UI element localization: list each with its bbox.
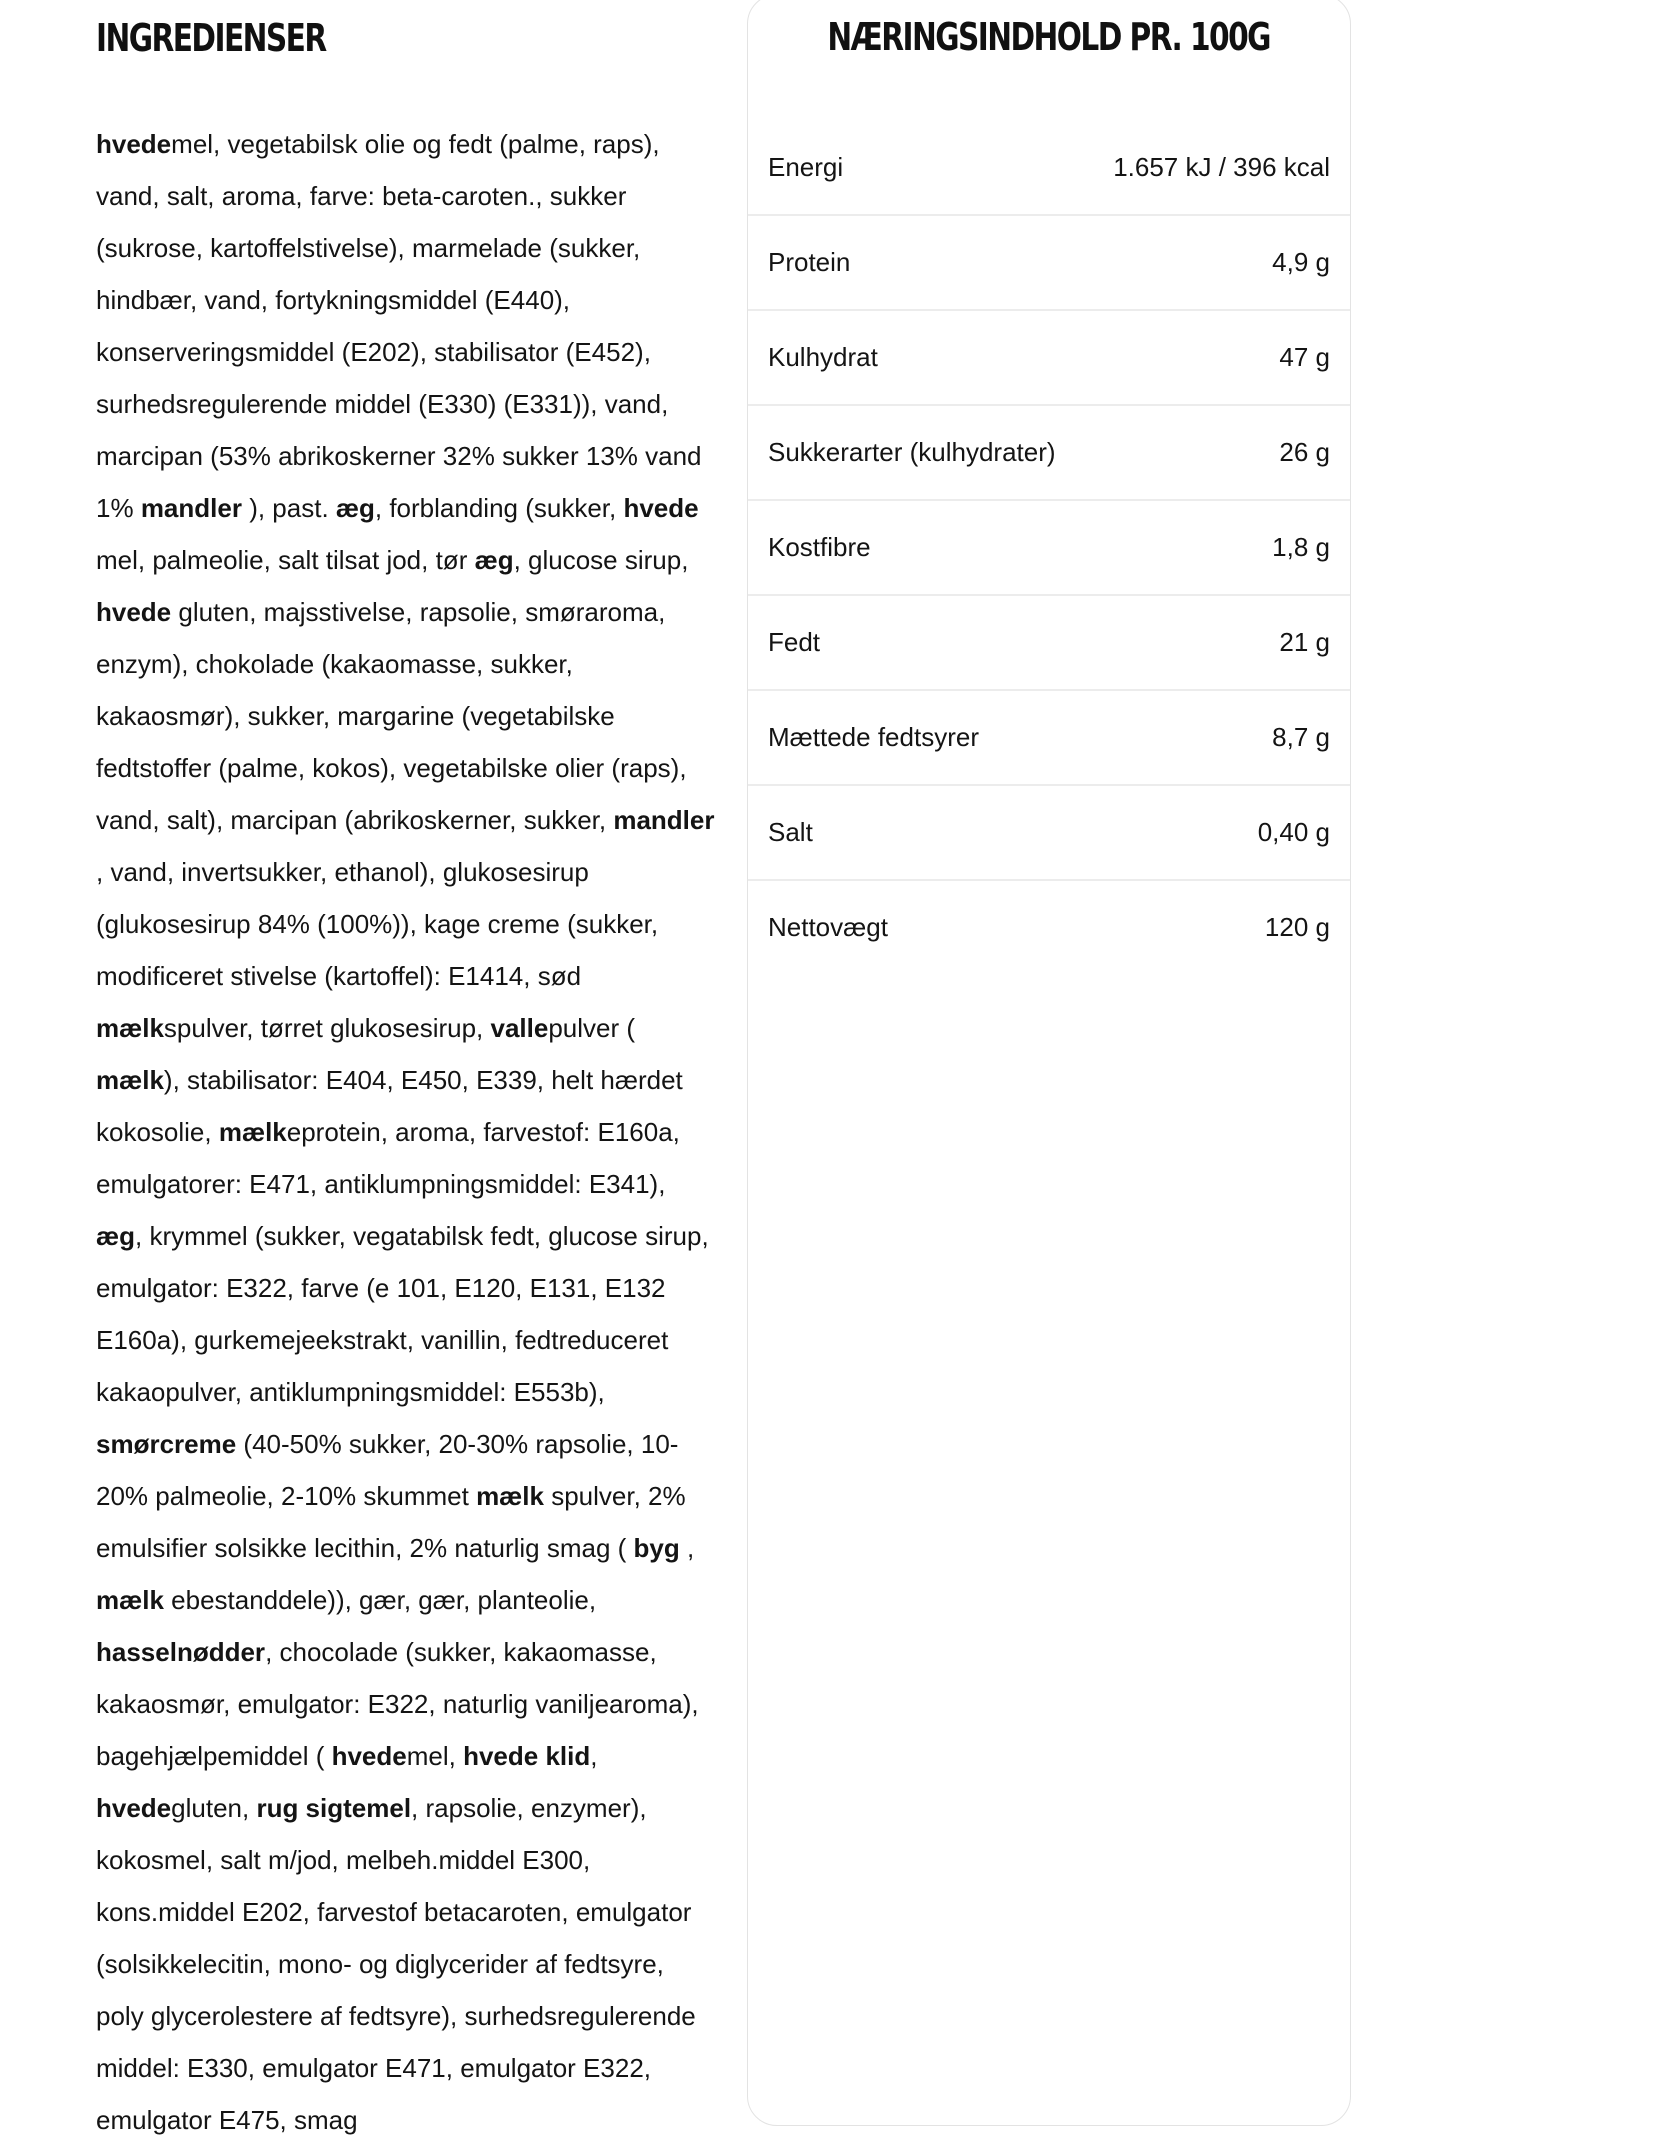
nutrient-label: Energi xyxy=(768,152,844,182)
nutrient-value: 47 g xyxy=(1279,342,1330,372)
ingredients-title: INGREDIENSER xyxy=(96,16,326,60)
nutrition-row xyxy=(748,786,1350,881)
nutrition-card xyxy=(747,0,1351,2126)
allergen-highlight: byg xyxy=(633,1533,680,1563)
nutrition-row xyxy=(748,691,1350,786)
ingredient-text: , chocolade (sukker, kakaomasse, kakaosmør, emulgator: E322, naturlig vaniljearoma), bagehjælpemiddel ( xyxy=(96,1637,699,1771)
nutrient-value: 1.657 kJ / 396 kcal xyxy=(1113,152,1330,182)
nutrient-value: 1,8 g xyxy=(1272,532,1330,562)
nutrient-label: Kostfibre xyxy=(768,532,871,562)
nutrition-row xyxy=(748,881,1350,974)
ingredient-text: , xyxy=(590,1741,598,1771)
allergen-highlight: mandler xyxy=(140,493,242,523)
nutrition-row xyxy=(748,596,1350,691)
allergen-highlight: rug sigtemel xyxy=(256,1793,412,1823)
ingredients-list xyxy=(96,118,716,2146)
nutrient-value: 120 g xyxy=(1264,912,1330,942)
allergen-highlight: æg xyxy=(335,493,375,523)
nutrient-value: 4,9 g xyxy=(1272,247,1330,277)
allergen-highlight: æg xyxy=(96,1221,135,1251)
nutrient-label: Sukkerarter (kulhydrater) xyxy=(768,437,1056,467)
allergen-highlight: hvede xyxy=(96,597,172,627)
allergen-highlight: valle xyxy=(490,1013,549,1043)
ingredients-section xyxy=(96,10,716,2146)
allergen-highlight: hvede xyxy=(96,129,172,159)
nutrient-label: Kulhydrat xyxy=(768,342,878,372)
nutrient-value: 0,40 g xyxy=(1257,817,1330,847)
allergen-highlight: smørcreme xyxy=(96,1429,237,1459)
ingredient-text: gluten, majsstivelse, rapsolie, smøraroma, enzym), chokolade (kakaomasse, sukker, kakaosmør), sukker, margarine (vegetabilske fedtstoffer (palme, kokos), vegetabilske olier (raps), vand, salt), marcipan (abrikoskerner, sukker, xyxy=(96,597,687,835)
ingredient-text: mel, palmeolie, salt tilsat jod, tør xyxy=(96,545,475,575)
ingredient-text: , vand, invertsukker, ethanol), glukosesirup (glukosesirup 84% (100%)), kage creme (sukker, modificeret stivelse (kartoffel): E1414, sød xyxy=(96,857,659,991)
nutrition-header xyxy=(748,9,1350,79)
allergen-highlight: æg xyxy=(474,545,514,575)
nutrition-row xyxy=(748,311,1350,406)
allergen-highlight: hvede xyxy=(331,1741,407,1771)
ingredient-text: ), past. xyxy=(241,493,336,523)
nutrition-row xyxy=(748,501,1350,596)
ingredient-text: pulver ( xyxy=(548,1013,636,1043)
nutrition-row xyxy=(748,121,1350,216)
allergen-highlight: mælk xyxy=(218,1117,287,1147)
allergen-highlight: mælk xyxy=(476,1481,544,1511)
ingredient-text: mel, xyxy=(406,1741,464,1771)
ingredient-text: , rapsolie, enzymer), kokosmel, salt m/jod, melbeh.middel E300, kons.middel E202, farvestof betacaroten, emulgator (solsikkelecitin, mono- og diglycerider af fedtsyre, poly glycerolestere af fedtsyre), surhedsregulerende middel: E330, emulgator E471, emulgator E322, emulgator E475, smag xyxy=(96,1793,696,2135)
ingredient-text: , glucose sirup, xyxy=(513,545,689,575)
ingredient-text: ), stabilisator: E404, E450, E339, helt hærdet kokosolie, xyxy=(96,1065,683,1147)
nutrient-value: 26 g xyxy=(1279,437,1330,467)
allergen-highlight: hasselnødder xyxy=(96,1637,266,1667)
allergen-highlight: mælk xyxy=(96,1585,164,1615)
nutrient-label: Salt xyxy=(768,817,813,847)
allergen-highlight: hvede xyxy=(96,1793,172,1823)
nutrition-title: NÆRINGSINDHOLD PR. 100G xyxy=(827,15,1271,59)
nutrition-row xyxy=(748,406,1350,501)
nutrient-label: Protein xyxy=(768,247,851,277)
nutrient-value: 21 g xyxy=(1279,627,1330,657)
ingredient-text: eprotein, aroma, farvestof: E160a, emulgatorer: E471, antiklumpningsmiddel: E341), xyxy=(96,1117,680,1199)
ingredient-text: , forblanding (sukker, xyxy=(374,493,624,523)
nutrient-value: 8,7 g xyxy=(1272,722,1330,752)
ingredient-text: gluten, xyxy=(171,1793,257,1823)
ingredient-text: , xyxy=(679,1533,695,1563)
allergen-highlight: mælk xyxy=(96,1013,164,1043)
ingredient-text: (40-50% sukker, 20-30% rapsolie, 10-20% palmeolie, 2-10% skummet xyxy=(96,1429,679,1511)
ingredient-text: ebestanddele)), gær, gær, planteolie, xyxy=(163,1585,597,1615)
ingredient-text: mel, vegetabilsk olie og fedt (palme, raps), vand, salt, aroma, farve: beta-caroten., sukker (sukrose, kartoffelstivelse), marmelade (sukker, hindbær, vand, fortykningsmiddel (E440), konserveringsmiddel (E202), stabilisator (E452), surhedsregulerende middel (E330) (E331)), vand, marcipan (53% abrikoskerner 32% sukker 13% vand 1% xyxy=(96,129,702,523)
nutrient-label: Nettovægt xyxy=(768,912,888,942)
nutrient-label: Fedt xyxy=(768,627,821,657)
nutrition-row xyxy=(748,216,1350,311)
ingredient-text: , krymmel (sukker, vegatabilsk fedt, glucose sirup, emulgator: E322, farve (e 101, E120, E131, E132 E160a), gurkemejeekstrakt, vanillin, fedtreduceret kakaopulver, antiklumpningsmiddel: E553b), xyxy=(96,1221,709,1407)
nutrition-table xyxy=(748,121,1350,974)
allergen-highlight: hvede klid xyxy=(463,1741,591,1771)
ingredient-text: spulver, 2% emulsifier solsikke lecithin, 2% naturlig smag ( xyxy=(96,1481,686,1563)
allergen-highlight: mandler xyxy=(613,805,715,835)
allergen-highlight: hvede xyxy=(623,493,699,523)
nutrient-label: Mættede fedtsyrer xyxy=(768,722,979,752)
ingredient-text: spulver, tørret glukosesirup, xyxy=(163,1013,491,1043)
allergen-highlight: mælk xyxy=(96,1065,164,1095)
